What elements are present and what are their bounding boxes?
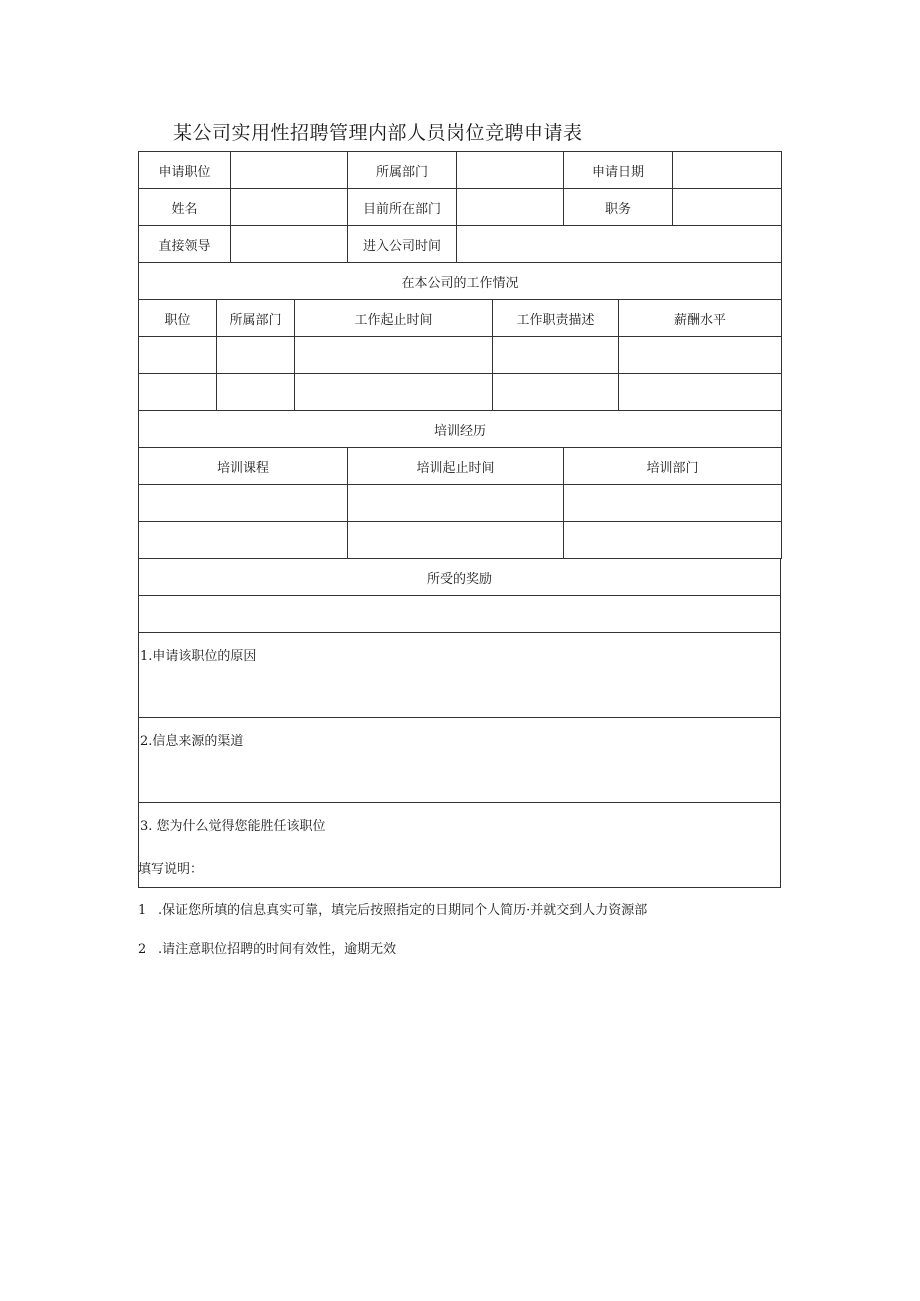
table-row [139, 337, 782, 374]
instruction-number: 1 [138, 903, 147, 918]
table-row [139, 633, 781, 718]
training-course-cell[interactable] [139, 522, 348, 559]
training-period-cell[interactable] [348, 485, 564, 522]
header-work-period: 工作起止时间 [295, 300, 493, 337]
table-row [139, 522, 782, 559]
training-period-cell[interactable] [348, 522, 564, 559]
reason-question-field[interactable] [139, 633, 781, 718]
work-position-cell[interactable] [139, 374, 217, 411]
table-row [139, 189, 782, 226]
application-form [138, 151, 781, 888]
instruction-item [138, 899, 647, 918]
table-row [139, 411, 782, 448]
basic-info-table [138, 151, 782, 300]
training-section-title: 培训经历 [139, 411, 782, 448]
work-department-cell[interactable] [217, 337, 295, 374]
awards-questions-table [138, 558, 781, 888]
label-name: 姓名 [139, 189, 231, 226]
label-job-title: 职务 [564, 189, 673, 226]
label-department: 所属部门 [348, 152, 457, 189]
direct-leader-field[interactable] [231, 226, 348, 263]
training-course-cell[interactable] [139, 485, 348, 522]
work-duties-cell[interactable] [493, 374, 619, 411]
instruction-text: .保证您所填的信息真实可靠，填完后按照指定的日期同个人简历·并就交到人力资源部 [158, 903, 648, 918]
header-training-period: 培训起止时间 [348, 448, 564, 485]
join-date-field[interactable] [457, 226, 782, 263]
label-apply-position: 申请职位 [139, 152, 231, 189]
work-period-cell[interactable] [295, 337, 493, 374]
source-question-label: 2.信息来源的渠道 [140, 734, 244, 749]
header-duties: 工作职责描述 [493, 300, 619, 337]
label-current-department: 目前所在部门 [348, 189, 457, 226]
work-position-cell[interactable] [139, 337, 217, 374]
table-row [139, 226, 782, 263]
fill-instructions [138, 858, 647, 977]
header-position: 职位 [139, 300, 217, 337]
work-duties-cell[interactable] [493, 337, 619, 374]
work-department-cell[interactable] [217, 374, 295, 411]
awards-section-title: 所受的奖励 [139, 559, 781, 596]
source-question-field[interactable] [139, 718, 781, 803]
job-title-field[interactable] [673, 189, 782, 226]
table-row [139, 448, 782, 485]
work-section-title: 在本公司的工作情况 [139, 263, 782, 300]
instructions-heading: 填写说明： [138, 862, 204, 877]
label-apply-date: 申请日期 [564, 152, 673, 189]
table-row [139, 300, 782, 337]
form-title: 某公司实用性招聘管理内部人员岗位竞聘申请表 [173, 122, 583, 144]
work-experience-table [138, 299, 782, 448]
label-direct-leader: 直接领导 [139, 226, 231, 263]
current-department-field[interactable] [457, 189, 564, 226]
apply-position-field[interactable] [231, 152, 348, 189]
awards-field[interactable] [139, 596, 781, 633]
header-salary: 薪酬水平 [619, 300, 782, 337]
apply-date-field[interactable] [673, 152, 782, 189]
table-row [139, 485, 782, 522]
header-department: 所属部门 [217, 300, 295, 337]
department-field[interactable] [457, 152, 564, 189]
training-table [138, 447, 782, 559]
name-field[interactable] [231, 189, 348, 226]
qualification-question-label: 3. 您为什么觉得您能胜任该职位 [140, 819, 326, 834]
instruction-number: 2 [138, 942, 147, 957]
table-row [139, 263, 782, 300]
work-salary-cell[interactable] [619, 337, 782, 374]
table-row [139, 718, 781, 803]
header-training-department: 培训部门 [564, 448, 782, 485]
table-row [139, 374, 782, 411]
instruction-item [138, 938, 647, 957]
table-row [139, 152, 782, 189]
training-department-cell[interactable] [564, 522, 782, 559]
work-period-cell[interactable] [295, 374, 493, 411]
table-row [139, 559, 781, 596]
training-department-cell[interactable] [564, 485, 782, 522]
header-course: 培训课程 [139, 448, 348, 485]
label-join-date: 进入公司时间 [348, 226, 457, 263]
reason-question-label: 1.申请该职位的原因 [140, 649, 257, 664]
instruction-text: .请注意职位招聘的时间有效性，逾期无效 [158, 942, 397, 957]
table-row [139, 596, 781, 633]
work-salary-cell[interactable] [619, 374, 782, 411]
